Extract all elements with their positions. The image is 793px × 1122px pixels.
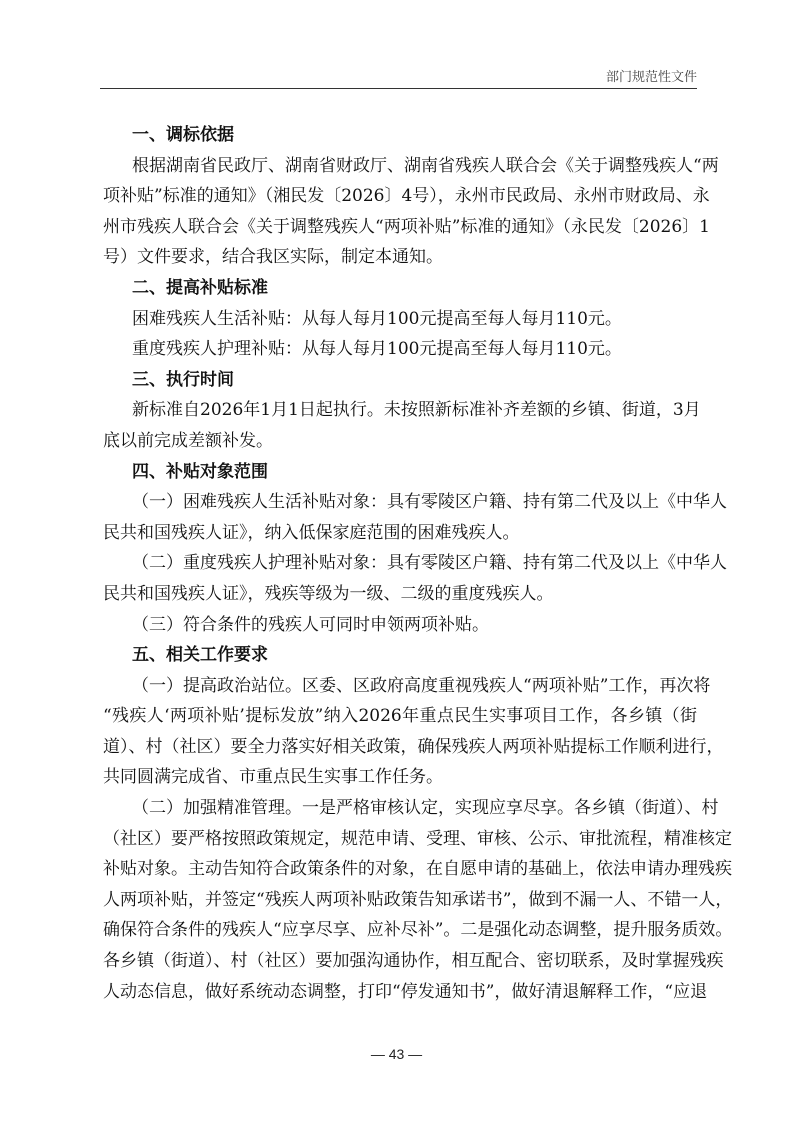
paragraph-line: 重度残疾人护理补贴：从每人每月100元提高至每人每月110元。 (132, 339, 622, 360)
paragraph-line: “残疾人‘两项补贴’提标发放”纳入2026年重点民生实事项目工作，各乡镇（街 (103, 706, 697, 727)
paragraph-line: （一）困难残疾人生活补贴对象：具有零陵区户籍、持有第二代及以上《中华人 (132, 492, 727, 513)
paragraph-line: 确保符合条件的残疾人“应享尽享、应补尽补”。二是强化动态调整，提升服务质效。 (103, 920, 733, 941)
paragraph-line: （二）重度残疾人护理补贴对象：具有零陵区户籍、持有第二代及以上《中华人 (132, 553, 727, 574)
paragraph (103, 548, 727, 609)
paragraph (103, 487, 727, 548)
section-heading (103, 120, 697, 151)
paragraph-line: 号）文件要求，结合我区实际，制定本通知。 (103, 247, 443, 268)
paragraph-line: 根据湖南省民政厅、湖南省财政厅、湖南省残疾人联合会《关于调整残疾人“两 (132, 155, 719, 176)
document-body (103, 120, 733, 1007)
paragraph (103, 151, 719, 273)
paragraph-line: 州市残疾人联合会《关于调整残疾人“两项补贴”标准的通知》（永民发〔2026〕1 (103, 216, 710, 237)
paragraph-line: 共同圆满完成省、市重点民生实事工作任务。 (103, 767, 443, 788)
section-heading (103, 640, 697, 671)
paragraph-line: （二）加强精准管理。一是严格审核认定，实现应享尽享。各乡镇（街道）、村 (132, 798, 719, 819)
section-heading (103, 365, 697, 396)
paragraph (103, 395, 701, 456)
heading-text: 四、补贴对象范围 (132, 461, 268, 482)
paragraph-line: 困难残疾人生活补贴：从每人每月100元提高至每人每月110元。 (132, 308, 622, 329)
section-heading (103, 273, 697, 304)
paragraph-line: 补贴对象。主动告知符合政策条件的对象，在自愿申请的基础上，依法申请办理残疾 (103, 859, 732, 880)
paragraph (103, 671, 724, 793)
paragraph (103, 334, 697, 365)
paragraph-line: 新标准自2026年1月1日起执行。未按照新标准补齐差额的乡镇、街道，3月 (132, 400, 701, 421)
paragraph (103, 793, 733, 1007)
heading-text: 二、提高补贴标准 (132, 277, 268, 298)
paragraph-line: 民共和国残疾人证》，残疾等级为一级、二级的重度残疾人。 (103, 583, 554, 604)
paragraph-line: 人两项补贴，并签定“残疾人两项补贴政策告知承诺书”，做到不漏一人、不错一人， (103, 889, 733, 910)
paragraph (103, 610, 697, 641)
section-heading (103, 457, 697, 488)
paragraph-line: （一）提高政治站位。区委、区政府高度重视残疾人“两项补贴”工作，再次将 (132, 675, 711, 696)
heading-text: 一、调标依据 (132, 125, 234, 145)
heading-text: 五、相关工作要求 (132, 645, 268, 666)
paragraph-line: 各乡镇（街道）、村（社区）要加强沟通协作，相互配合、密切联系，及时掌握残疾 (103, 951, 724, 972)
page-number: — 43 — (370, 1046, 423, 1062)
paragraph-line: （社区）要严格按照政策规定，规范申请、受理、审核、公示、审批流程，精准核定 (103, 828, 732, 849)
header-title: 部门规范性文件 (605, 70, 697, 85)
page-header (100, 64, 697, 89)
paragraph-line: （三）符合条件的残疾人可同时申领两项补贴。 (132, 614, 489, 635)
paragraph-line: 人动态信息，做好系统动态调整，打印“停发通知书”，做好清退解释工作，“应退 (103, 981, 708, 1002)
paragraph-line: 道）、村（社区）要全力落实好相关政策，确保残疾人两项补贴提标工作顺利进行， (103, 736, 724, 757)
paragraph-line: 民共和国残疾人证》，纳入低保家庭范围的困难残疾人。 (103, 522, 520, 543)
paragraph-line: 项补贴”标准的通知》（湘民发〔2026〕4号），永州市民政局、永州市财政局、永 (103, 186, 710, 207)
paragraph (103, 304, 697, 335)
heading-text: 三、执行时间 (132, 369, 234, 390)
paragraph-line: 底以前完成差额补发。 (103, 430, 273, 451)
